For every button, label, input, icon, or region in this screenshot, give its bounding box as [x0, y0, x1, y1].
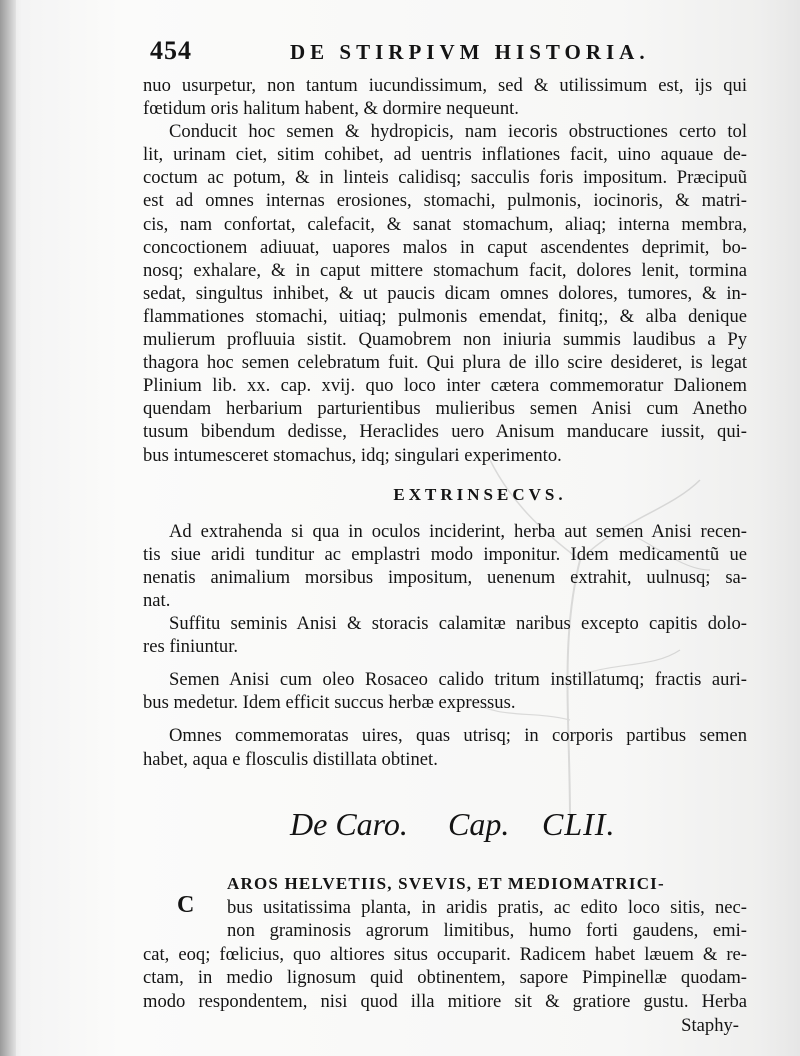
section-heading: EXTRINSECVS. — [393, 484, 567, 504]
text-line: Suffitu seminis Anisi & storacis calamitæ naribus excepto capitis dolo- — [169, 613, 747, 635]
text-line: flammationes stomachi, uitiaq; pulmonis emendat, finitq;, & alba denique — [143, 305, 747, 327]
text-line: res finiuntur. — [143, 636, 239, 658]
text-line: tusum bibendum dedisse, Heraclides uero Anisum manducare iussit, qui- — [143, 421, 747, 443]
text-line: mulierum profluuia sistit. Quamobrem non iniuria summis laudibus a Py — [143, 329, 747, 351]
text-line: nosq; exhalare, & in caput mittere stomachum facit, dolores lenit, tormina — [143, 259, 747, 281]
text-line: sedat, singultus inhibet, & ut paucis dicam omnes dolores, tumores, & in- — [143, 282, 747, 304]
catchword: Staphy- — [681, 1014, 739, 1036]
text-line: Semen Anisi cum oleo Rosaceo calido tritum instillatumq; fractis auri- — [169, 669, 747, 691]
chapter-opening-line: AROS HELVETIIS, SVEVIS, ET MEDIOMATRICI- — [227, 874, 665, 893]
text-line: fœtidum oris halitum habent, & dormire nequeunt. — [143, 98, 519, 120]
text-line: coctum ac potum, & in linteis calidisq; sacculis foris impositum. Præcipuũ — [143, 167, 747, 189]
drop-initial: C — [177, 891, 195, 918]
text-line: est ad omnes internas erosiones, stomachi, pulmonis, iocinoris, & matri- — [143, 190, 747, 212]
text-line: lit, urinam ciet, sitim cohibet, ad uentris inflationes facit, uino aquaue de- — [143, 144, 747, 166]
text-line: Ad extrahenda si qua in oculos inciderint, herba aut semen Anisi recen- — [169, 520, 747, 542]
chapter-title: De Caro. — [290, 806, 408, 842]
text-line: non graminosis agrorum limitibus, humo forti gaudens, emi- — [227, 920, 747, 942]
main-text — [143, 74, 747, 771]
text-line: modo respondentem, nisi quod illa mitiore sit & gratiore gustu. Herba — [143, 990, 747, 1012]
chapter-heading — [290, 806, 650, 852]
text-line: concoctionem adiuuat, uapores malos in caput ascendentes deprimit, bo- — [143, 236, 747, 258]
chapter-cap-label: Cap. — [448, 806, 510, 842]
text-line: Plinium lib. xx. cap. xvij. quo loco inter cætera commemoratur Dalionem — [143, 375, 747, 397]
paragraph-gap — [143, 658, 747, 668]
page-number: 454 — [150, 36, 192, 65]
text-line: quendam herbarium parturientibus mulieribus semen Anisi cum Anetho — [143, 398, 747, 420]
text-line: habet, aqua e flosculis distillata obtinet. — [143, 748, 438, 770]
text-line: ctam, in medio lignosum quid obtinentem, sapore Pimpinellæ quodam- — [143, 967, 747, 989]
chapter-numeral: CLII. — [542, 806, 616, 842]
text-line: cis, nam confortat, calefacit, & sanat stomachum, aliaq; interna membra, — [143, 213, 747, 235]
text-line: Omnes commemoratas uires, quas utrisq; in corporis partibus semen — [169, 725, 747, 747]
text-line: tis siue aridi tunditur ac emplastri modo imponitur. Idem medicamentũ ue — [143, 543, 747, 565]
text-line: cat, eoq; fœlicius, quo altiores situs occuparit. Radicem habet læuem & re- — [143, 943, 747, 965]
page-gutter-shadow — [0, 0, 16, 1056]
text-line: nenatis animalium morsibus impositum, uenenum extrahit, uulnusq; sa- — [143, 566, 747, 588]
text-line: Conducit hoc semen & hydropicis, nam iecoris obstructiones certo tol — [169, 121, 747, 143]
text-line: nuo usurpetur, non tantum iucundissimum, sed & utilissimum est, ijs qui — [143, 75, 747, 96]
text-line: bus intumesceret stomachus, idq; singulari experimento. — [143, 444, 562, 466]
chapter-body — [143, 872, 747, 1037]
text-line: thagora hoc semen celebratum fuit. Qui plura de illo scire desideret, is legat — [143, 352, 747, 374]
paragraph-gap — [143, 714, 747, 724]
text-line: nat. — [143, 589, 171, 611]
text-line: bus medetur. Idem efficit succus herbæ expressus. — [143, 692, 516, 714]
drop-initial-row — [143, 891, 747, 920]
running-head: DE STIRPIVM HISTORIA. — [290, 40, 650, 64]
text-line: bus usitatissima planta, in aridis pratis, ac edito loco sitis, nec- — [227, 896, 747, 918]
page-header — [150, 36, 710, 70]
